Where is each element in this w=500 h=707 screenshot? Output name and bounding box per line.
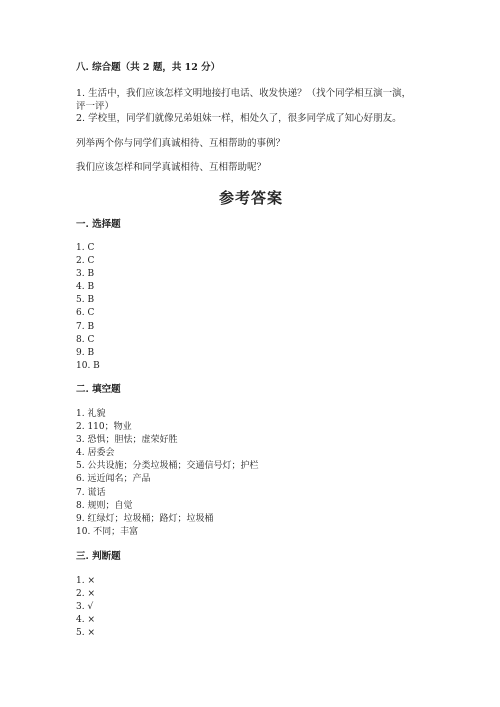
list-item: 4. 居委会 <box>76 448 115 459</box>
list-item: 6. 远近闻名；产品 <box>76 474 151 485</box>
fill-heading: 二. 填空题 <box>76 384 121 395</box>
list-item: 8. 规则；自觉 <box>76 500 133 511</box>
list-item: 7. 谎话 <box>76 487 106 498</box>
choice-heading: 一. 选择题 <box>76 219 121 230</box>
question-2: 2. 学校里，同学们就像兄弟姐妹一样，相处久了，很多同学成了知心好朋友。 <box>76 113 402 124</box>
list-item: 3. √ <box>76 602 94 613</box>
list-item: 10. 不同；丰富 <box>76 526 139 537</box>
list-item: 1. 礼貌 <box>76 409 106 419</box>
list-item: 10. B <box>76 360 100 371</box>
choice-answers <box>76 242 100 373</box>
list-item: 5. 公共设施；分类垃圾桶；交通信号灯；护栏 <box>76 461 259 472</box>
list-item: 9. B <box>76 347 95 358</box>
list-item: 4. B <box>76 282 95 293</box>
list-item: 3. 恐惧；胆怯；虚荣好胜 <box>76 435 178 446</box>
list-item: 3. B <box>76 269 95 280</box>
list-item: 2. C <box>76 256 95 267</box>
list-item: 5. × <box>76 628 95 639</box>
question-2b: 我们应该怎样和同学真诚相待、互相帮助呢？ <box>76 162 267 173</box>
question-2a: 列举两个你与同学们真诚相待、互相帮助的事例？ <box>76 138 286 149</box>
section-8-heading: 八. 综合题（共 2 题，共 12 分） <box>76 62 221 73</box>
judge-answers <box>76 575 95 640</box>
list-item: 2. 110；物业 <box>76 422 132 433</box>
list-item: 9. 红绿灯；垃圾桶；路灯；垃圾桶 <box>76 513 214 524</box>
list-item: 5. B <box>76 295 95 306</box>
fill-answers <box>76 408 258 539</box>
list-item: 6. C <box>76 308 95 319</box>
list-item: 1. C <box>76 243 95 253</box>
list-item: 8. C <box>76 334 95 345</box>
list-item: 7. B <box>76 321 95 332</box>
list-item: 1. × <box>76 576 95 586</box>
answer-title: 参考答案 <box>218 189 283 207</box>
list-item: 4. × <box>76 615 95 626</box>
list-item: 2. × <box>76 589 95 600</box>
judge-heading: 三. 判断题 <box>76 551 121 562</box>
question-1: 1. 生活中，我们应该怎样文明地接打电话、收发快递？（找个同学相互演一演，评一评） <box>76 88 412 112</box>
